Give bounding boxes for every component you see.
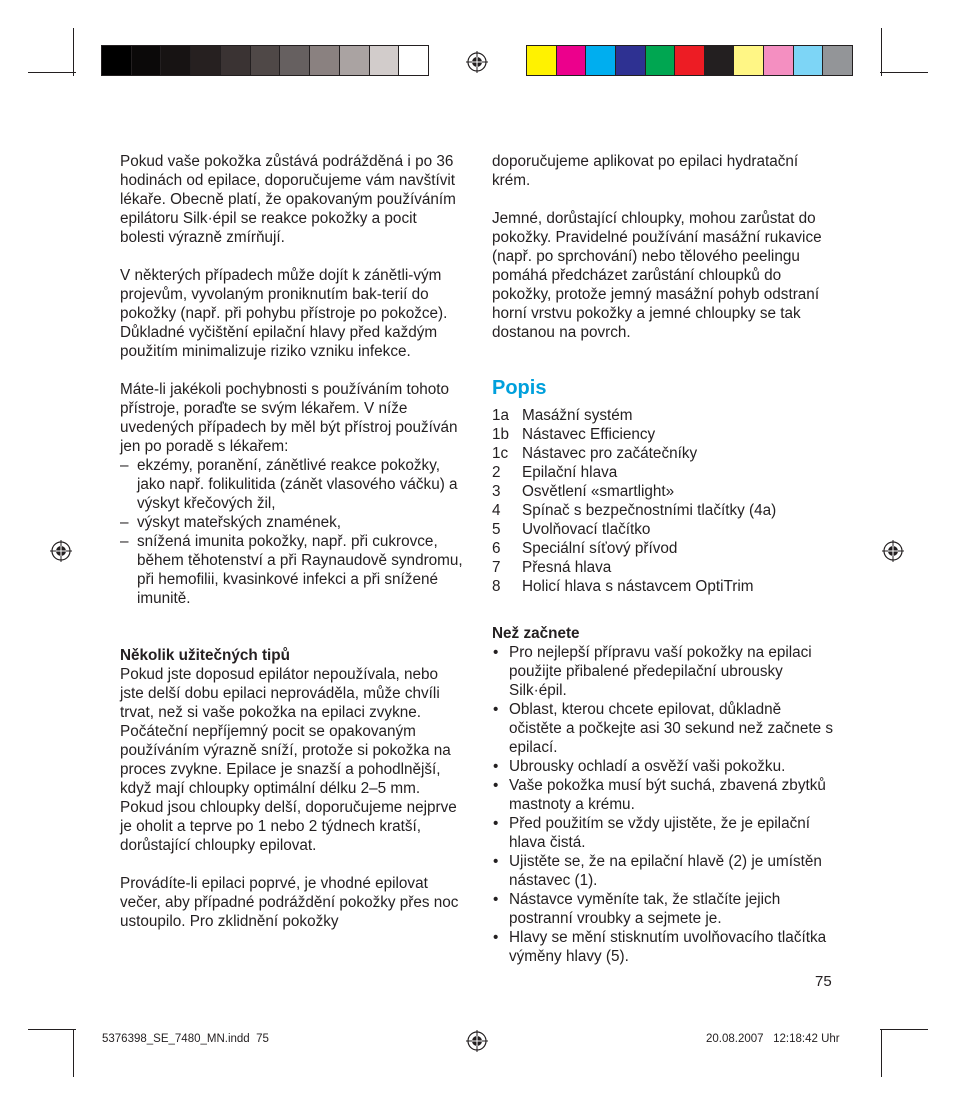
ingrown-hair-paragraph: Jemné, dorůstající chloupky, mohou zarůstat do pokožky. Pravidelné používání masážní rukavice (např. po sprchování) nebo tělového peelingu pomáhá předcházet zarůstání chloupků do pokožky, protože jemný masážní pohyb odstraní horní vrstvu pokožky a jemné chloupky se tak dostanou na povrch. — [492, 210, 822, 341]
gray-swatch — [280, 46, 310, 75]
list-item: – snížená imunita pokožky, např. při cukrovce, během těhotenství a při Raynaudově syndromu, při hemofilii, kvasinkové infekci a při snížené imunitě. — [120, 532, 465, 608]
gray-swatch — [340, 46, 370, 75]
tips-heading: Několik užitečných tipů — [120, 647, 290, 664]
list-item: – ekzémy, poranění, zánětlivé reakce pokožky, jako např. folikulitida (zánět vlasového váčku) a výskyt křečových žil, — [120, 456, 465, 513]
crop-mark-bottom-right-v — [881, 1029, 882, 1077]
item-number: 5 — [492, 521, 501, 538]
item-label: Speciální síťový přívod — [522, 540, 678, 557]
crop-mark-top-left-v — [73, 28, 74, 76]
crop-mark-top-right-h — [880, 72, 928, 73]
crop-mark-top-right-v — [881, 28, 882, 76]
item-number: 3 — [492, 483, 501, 500]
gray-swatch — [132, 46, 162, 75]
registration-target-icon — [882, 540, 904, 562]
gray-swatch — [102, 46, 132, 75]
item-number: 1c — [492, 445, 509, 462]
gray-swatch — [399, 46, 428, 75]
list-item: • Oblast, kterou chcete epilovat, důkladně očistěte a počkejte asi 30 sekund než začnete s epilací. — [492, 700, 837, 757]
list-item — [492, 577, 837, 596]
list-item — [492, 444, 837, 463]
right-column — [492, 152, 837, 966]
color-swatch — [705, 46, 735, 75]
section-title: Popis — [492, 377, 547, 399]
crop-mark-bottom-left-v — [73, 1029, 74, 1077]
list-item: – výskyt mateřských znamének, — [120, 513, 465, 532]
color-swatch — [734, 46, 764, 75]
footer-timestamp: 20.08.2007 12:18:42 Uhr — [706, 1033, 840, 1045]
tips-paragraph: Pokud jste doposud epilátor nepoužívala, nebo jste delší dobu epilaci neprováděla, může chvíli trvat, než si vaše pokožka na epilaci zvykne. Počáteční nepříjemný pocit se opakovaným používáním výrazně sníží, protože si pokožka na proces zvykne. Epilace je snazší a pohodlnější, když mají chloupky optimální délku 2–5 mm. Pokud jsou chloupky delší, doporučujeme nejprve je oholit a teprve po 1 nebo 2 týdnech kratší, dorůstající chloupky epilovat. — [120, 666, 457, 854]
crop-mark-top-left-h — [28, 72, 76, 73]
preparation-list — [492, 643, 837, 966]
footer-file-info — [102, 1033, 269, 1045]
gray-color-bar — [101, 45, 429, 76]
registration-target-icon — [466, 1030, 488, 1052]
item-number: 7 — [492, 559, 501, 576]
skin-irritation-paragraph: Pokud vaše pokožka zůstává podrážděná i po 36 hodinách od epilace, doporučujeme vám navštívit lékaře. Obecně platí, že opakovaným používáním epilátoru Silk·épil se reakce pokožky a pocit bolesti výrazně zmírňují. — [120, 153, 456, 246]
first-time-paragraph: Provádíte-li epilaci poprvé, je vhodné epilovat večer, aby případné podráždění pokožky přes noc ustoupilo. Pro zklidnění pokožky — [120, 875, 459, 930]
item-label: Nástavec Efficiency — [522, 426, 656, 443]
crop-mark-bottom-right-h — [880, 1029, 928, 1030]
color-swatch — [557, 46, 587, 75]
left-column — [120, 152, 465, 931]
item-number: 4 — [492, 502, 501, 519]
gray-swatch — [310, 46, 340, 75]
color-swatch — [794, 46, 824, 75]
item-label: Osvětlení «smartlight» — [522, 483, 675, 500]
item-label: Nástavec pro začátečníky — [522, 445, 698, 462]
gray-swatch — [221, 46, 251, 75]
item-label: Holicí hlava s nástavcem OptiTrim — [522, 578, 754, 595]
process-color-bar — [526, 45, 853, 76]
gray-swatch — [251, 46, 281, 75]
list-item: • Ubrousky ochladí a osvěží vaši pokožku. — [492, 757, 837, 776]
color-swatch — [823, 46, 852, 75]
item-number: 1a — [492, 407, 510, 424]
list-item: • Ujistěte se, že na epilační hlavě (2) je umístěn nástavec (1). — [492, 852, 837, 890]
list-item: • Pro nejlepší přípravu vaší pokožky na epilaci použijte přibalené předepilační ubrousky Silk·épil. — [492, 643, 837, 700]
item-label: Přesná hlava — [522, 559, 612, 576]
gray-swatch — [191, 46, 221, 75]
parts-list — [492, 406, 837, 596]
inflammation-paragraph: V některých případech může dojít k zánětli-vým projevům, vyvolaným proniknutím bak-terií do pokožky (např. při pohybu přístroje po pokožce). Důkladné vyčištění epilační hlavy před každým použitím minimalizuje riziko vzniku infekce. — [120, 267, 448, 360]
list-item — [492, 482, 837, 501]
item-label: Masážní systém — [522, 407, 633, 424]
list-item — [492, 463, 837, 482]
list-item — [492, 558, 837, 577]
crop-mark-bottom-left-h — [28, 1029, 76, 1030]
item-number: 8 — [492, 578, 501, 595]
item-label: Spínač s bezpečnostními tlačítky (4a) — [522, 502, 777, 519]
color-swatch — [646, 46, 676, 75]
item-label: Uvolňovací tlačítko — [522, 521, 651, 538]
list-item: • Před použitím se vždy ujistěte, že je epilační hlava čistá. — [492, 814, 837, 852]
color-swatch — [616, 46, 646, 75]
conditions-list — [120, 456, 465, 608]
footer-page: 75 — [256, 1033, 269, 1045]
page-number: 75 — [815, 973, 832, 990]
registration-target-icon — [50, 540, 72, 562]
color-swatch — [586, 46, 616, 75]
registration-target-icon — [466, 51, 488, 73]
item-number: 6 — [492, 540, 501, 557]
list-item — [492, 539, 837, 558]
before-start-heading: Než začnete — [492, 625, 580, 642]
color-swatch — [675, 46, 705, 75]
moisturizer-paragraph: doporučujeme aplikovat po epilaci hydratační krém. — [492, 153, 799, 189]
gray-swatch — [161, 46, 191, 75]
gray-swatch — [370, 46, 400, 75]
color-swatch — [764, 46, 794, 75]
footer-filename: 5376398_SE_7480_MN.indd — [102, 1033, 250, 1045]
list-item — [492, 425, 837, 444]
item-label: Epilační hlava — [522, 464, 618, 481]
list-item — [492, 520, 837, 539]
color-swatch — [527, 46, 557, 75]
list-item — [492, 406, 837, 425]
list-item: • Vaše pokožka musí být suchá, zbavená zbytků mastnoty a krému. — [492, 776, 837, 814]
item-number: 2 — [492, 464, 501, 481]
list-item: • Hlavy se mění stisknutím uvolňovacího tlačítka výměny hlavy (5). — [492, 928, 837, 966]
list-item: • Nástavce vyměníte tak, že stlačíte jejich postranní vroubky a sejmete je. — [492, 890, 837, 928]
item-number: 1b — [492, 426, 510, 443]
doctor-advice-paragraph: Máte-li jakékoli pochybnosti s používáním tohoto přístroje, poraďte se svým lékařem. V níže uvedených případech by měl být přístroj používán jen po poradě s lékařem: — [120, 381, 458, 455]
list-item — [492, 501, 837, 520]
